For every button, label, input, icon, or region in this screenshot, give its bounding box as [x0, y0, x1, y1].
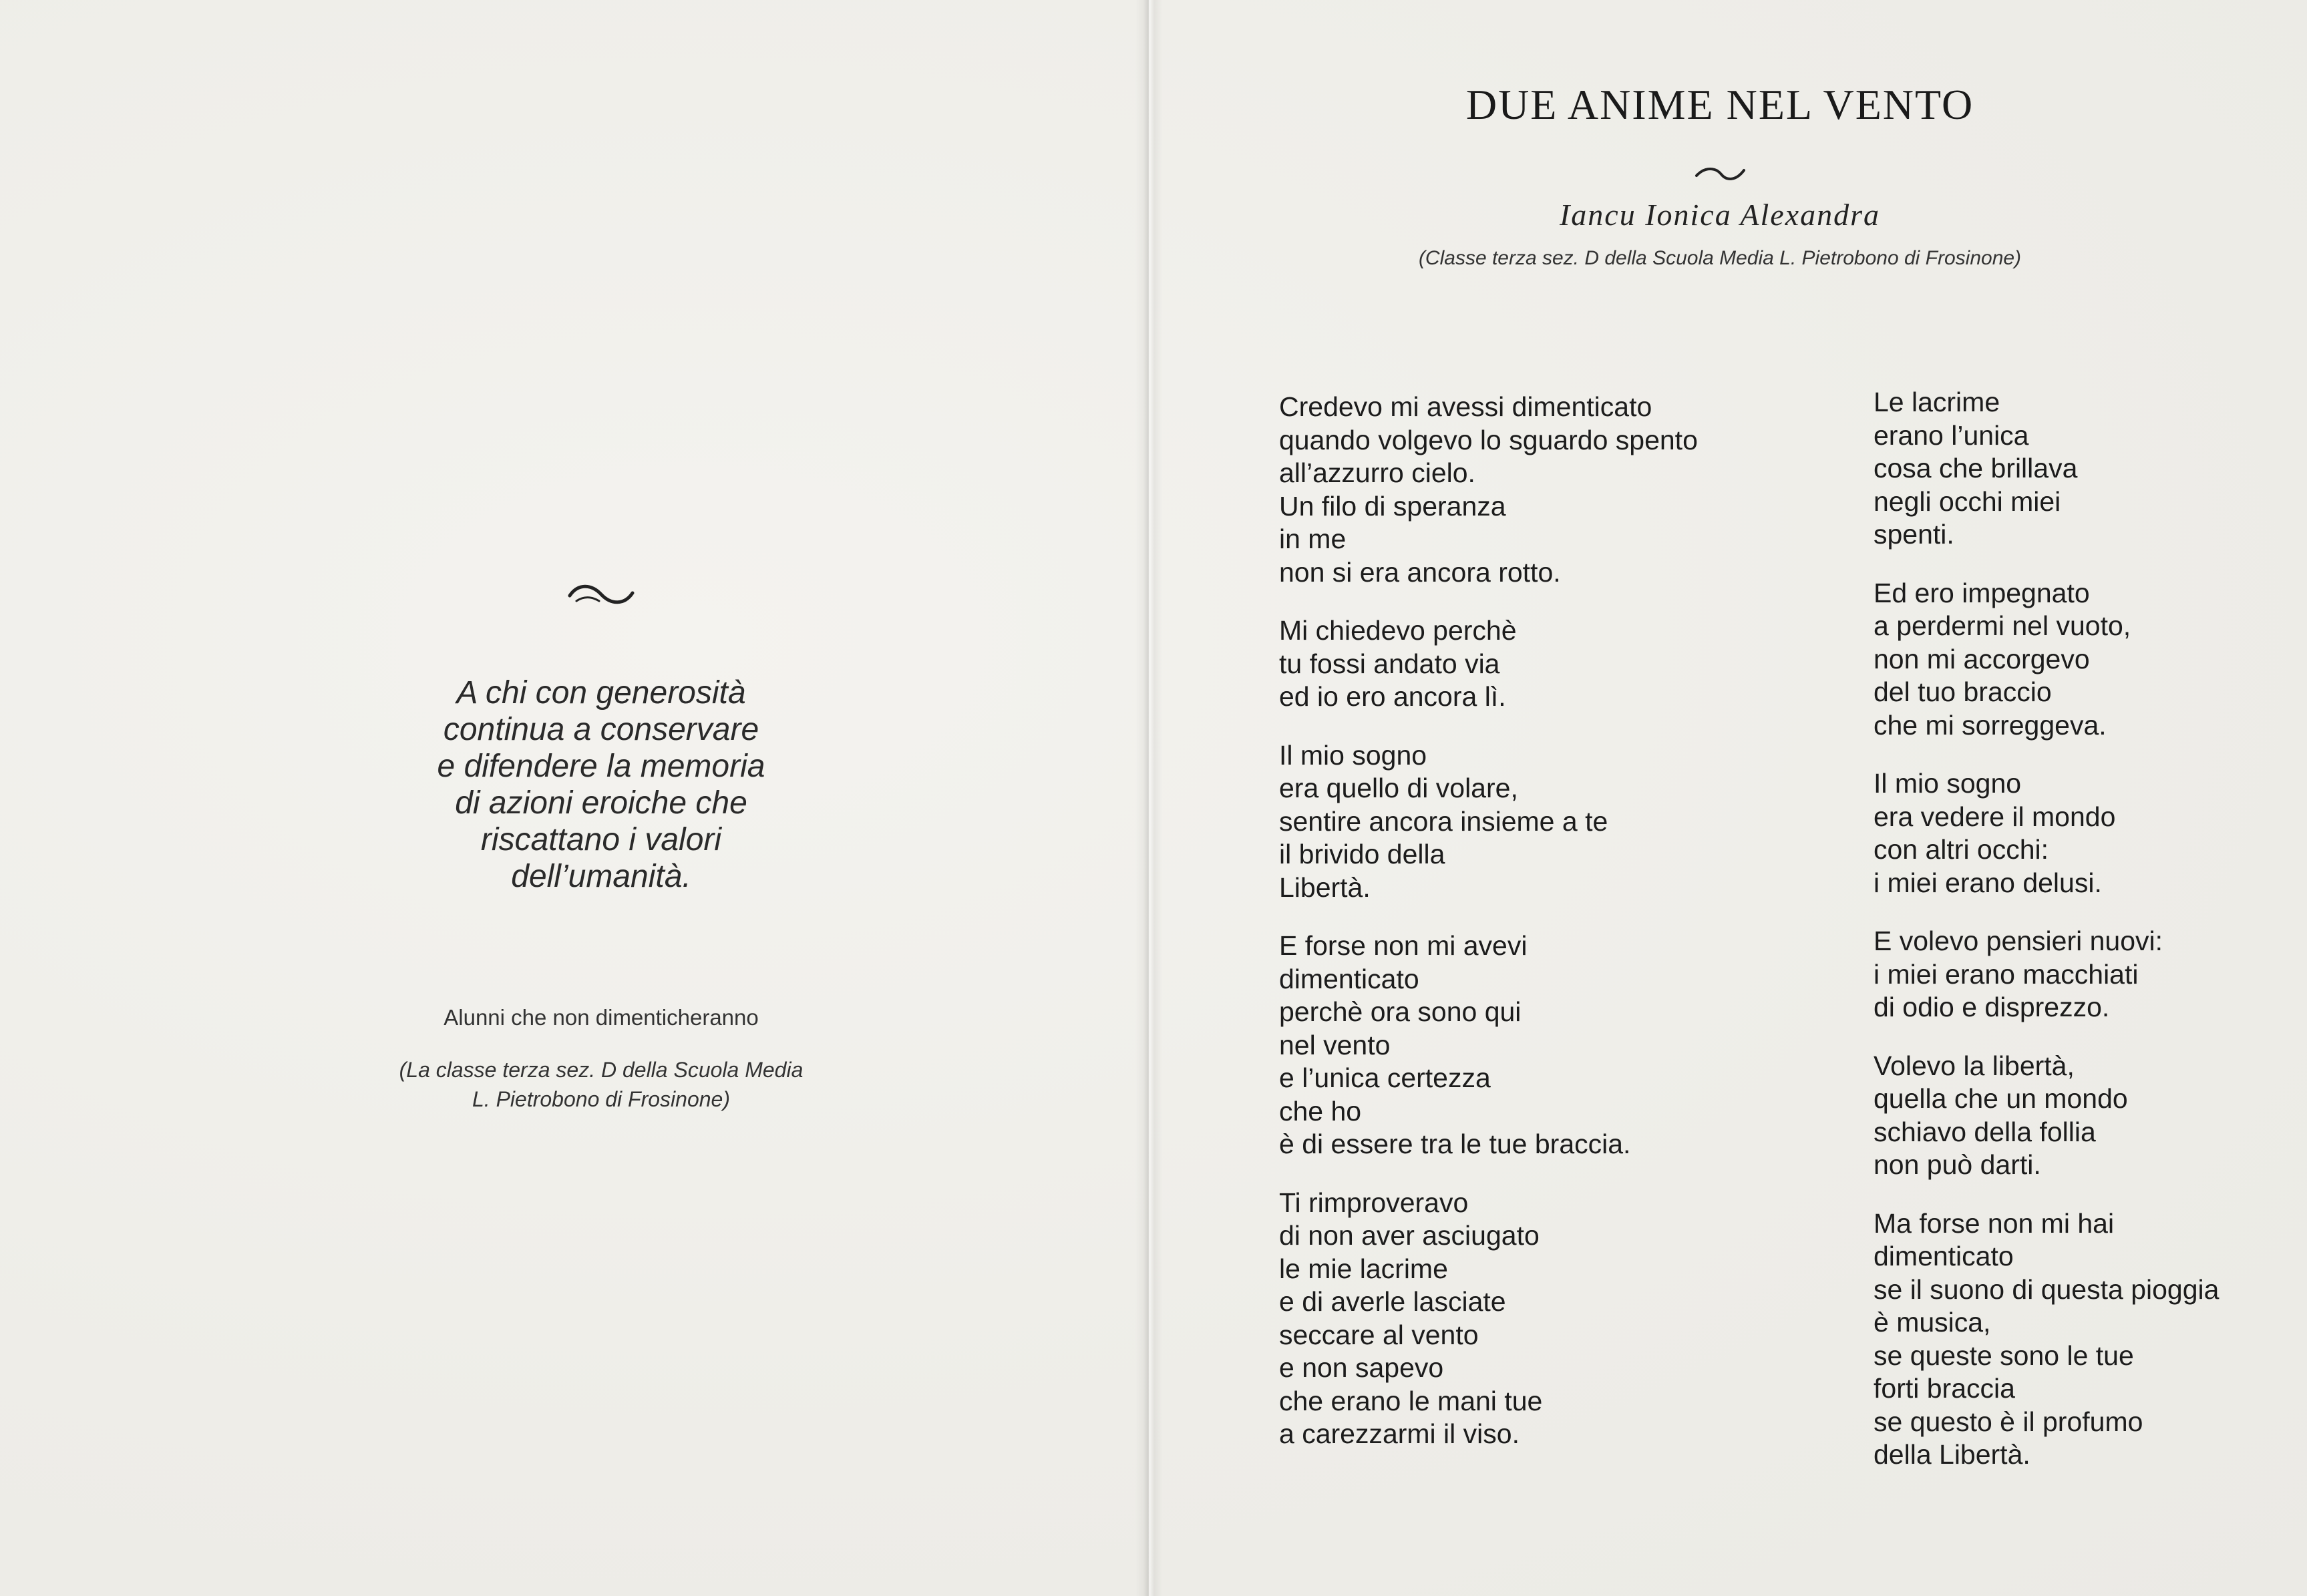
poem-line: è musica,	[1874, 1307, 1991, 1338]
poem-line: di odio e disprezzo.	[1874, 992, 2110, 1022]
school-note-line: (La classe terza sez. D della Scuola Media	[399, 1058, 804, 1082]
poem-line: erano l’unica	[1874, 419, 2029, 451]
poem-line: sentire ancora insieme a te	[1279, 805, 1608, 837]
poem-line: Ma forse non mi hai	[1874, 1207, 2115, 1239]
poem-line: Un filo di speranza	[1279, 490, 1506, 522]
poem-line: era quello di volare,	[1279, 773, 1518, 803]
poem-stanza	[1279, 739, 1787, 905]
poem-stanza	[1874, 767, 2301, 900]
poem-line: non mi accorgevo	[1874, 643, 2090, 674]
poem-line: tu fossi andato via	[1279, 648, 1500, 679]
poem-stanza	[1874, 577, 2301, 743]
poem-line: della Libertà.	[1874, 1439, 2030, 1470]
left-page	[0, 0, 1145, 1596]
poem-line: a perdermi nel vuoto,	[1874, 610, 2131, 641]
poem-stanza	[1279, 391, 1787, 589]
poem-line: cosa che brillava	[1874, 453, 2078, 483]
poem-line: se queste sono le tue	[1874, 1340, 2134, 1371]
poem-line: quella che un mondo	[1874, 1083, 2128, 1114]
poem-line: con altri occhi:	[1874, 834, 2049, 865]
poem-line: che erano le mani tue	[1279, 1385, 1543, 1416]
author-school: (Classe terza sez. D della Scuola Media L. Pietrobono di Frosinone)	[1418, 247, 2022, 269]
poem-line: le mie lacrime	[1279, 1253, 1448, 1284]
poem-line: quando volgevo lo sguardo spento	[1279, 424, 1698, 455]
poem-line: ed io ero ancora lì.	[1279, 681, 1506, 712]
poem-line: e di averle lasciate	[1279, 1286, 1506, 1317]
poem-stanza	[1874, 925, 2301, 1024]
poem-line: il brivido della	[1279, 839, 1445, 869]
poem-stanza	[1279, 930, 1787, 1161]
poem-line: Il mio sogno	[1874, 768, 2022, 799]
poem-line: Mi chiedevo perchè	[1279, 615, 1517, 646]
poem-line: i miei erano macchiati	[1874, 958, 2139, 990]
poem-stanza	[1279, 1187, 1787, 1451]
swirl-ornament-icon	[1693, 164, 1747, 184]
poem-line: Il mio sogno	[1279, 739, 1427, 771]
poem-stanza	[1874, 1050, 2301, 1182]
poem-column-1	[1279, 391, 1787, 1476]
poem-line: E forse non mi avevi	[1279, 930, 1528, 961]
poem-line: all’azzurro cielo.	[1279, 457, 1475, 488]
poem-line: non può darti.	[1874, 1149, 2041, 1180]
poem-line: forti braccia	[1874, 1373, 2015, 1404]
poem-line: Le lacrime	[1874, 387, 2000, 417]
poem-line: non si era ancora rotto.	[1279, 556, 1561, 588]
poem-line: del tuo braccio	[1874, 676, 2052, 707]
school-note-line: L. Pietrobono di Frosinone)	[472, 1087, 730, 1111]
poem-line: E volevo pensieri nuovi:	[1874, 926, 2163, 956]
school-note	[321, 1055, 882, 1114]
poem-title: DUE ANIME NEL VENTO	[1465, 81, 1974, 128]
dedication-line: e difendere la memoria	[437, 749, 765, 784]
poem-line: dimenticato	[1874, 1241, 2014, 1271]
poem-line: spenti.	[1874, 519, 1954, 550]
poem-line: i miei erano delusi.	[1874, 867, 2102, 898]
poem-line: era vedere il mondo	[1874, 801, 2116, 832]
poem-line: è di essere tra le tue braccia.	[1279, 1129, 1631, 1159]
dedication-line: continua a conservare	[443, 712, 759, 747]
dedication-line: riscattano i valori	[480, 822, 722, 857]
dedication-line: A chi con generosità	[456, 675, 746, 711]
poem-stanza	[1279, 614, 1787, 714]
poem-line: che mi sorreggeva.	[1874, 709, 2107, 741]
dedication-text	[321, 674, 882, 895]
poem-line: che ho	[1279, 1095, 1362, 1127]
poem-line: a carezzarmi il viso.	[1279, 1418, 1520, 1449]
poem-line: negli occhi miei	[1874, 485, 2061, 517]
poem-line: Volevo la libertà,	[1874, 1050, 2075, 1081]
poem-line: se il suono di questa pioggia	[1874, 1273, 2220, 1305]
poem-stanza	[1874, 1207, 2301, 1472]
poem-line: nel vento	[1279, 1029, 1391, 1060]
swirl-ornament-icon	[564, 581, 638, 608]
poem-line: e non sapevo	[1279, 1352, 1444, 1383]
dedication-line: di azioni eroiche che	[455, 785, 747, 821]
dedication-signature: Alunni che non dimenticheranno	[443, 1005, 759, 1030]
poem-author: Iancu Ionica Alexandra	[1559, 198, 1881, 232]
poem-line: in me	[1279, 524, 1347, 554]
poem-line: dimenticato	[1279, 963, 1419, 994]
dedication-line: dell’umanità.	[511, 859, 691, 894]
poem-line: perchè ora sono qui	[1279, 996, 1522, 1027]
poem-line: schiavo della follia	[1874, 1116, 2096, 1147]
poem-line: se questo è il profumo	[1874, 1406, 2143, 1437]
poem-line: seccare al vento	[1279, 1319, 1479, 1350]
poem-line: e l’unica certezza	[1279, 1062, 1491, 1093]
poem-line: Ed ero impegnato	[1874, 577, 2090, 608]
poem-line: di non aver asciugato	[1279, 1220, 1540, 1251]
poem-column-2	[1874, 386, 2301, 1497]
poem-line: Credevo mi avessi dimenticato	[1279, 391, 1652, 422]
poem-line: Ti rimproveravo	[1279, 1187, 1469, 1218]
poem-line: Libertà.	[1279, 871, 1371, 903]
poem-stanza	[1874, 386, 2301, 552]
